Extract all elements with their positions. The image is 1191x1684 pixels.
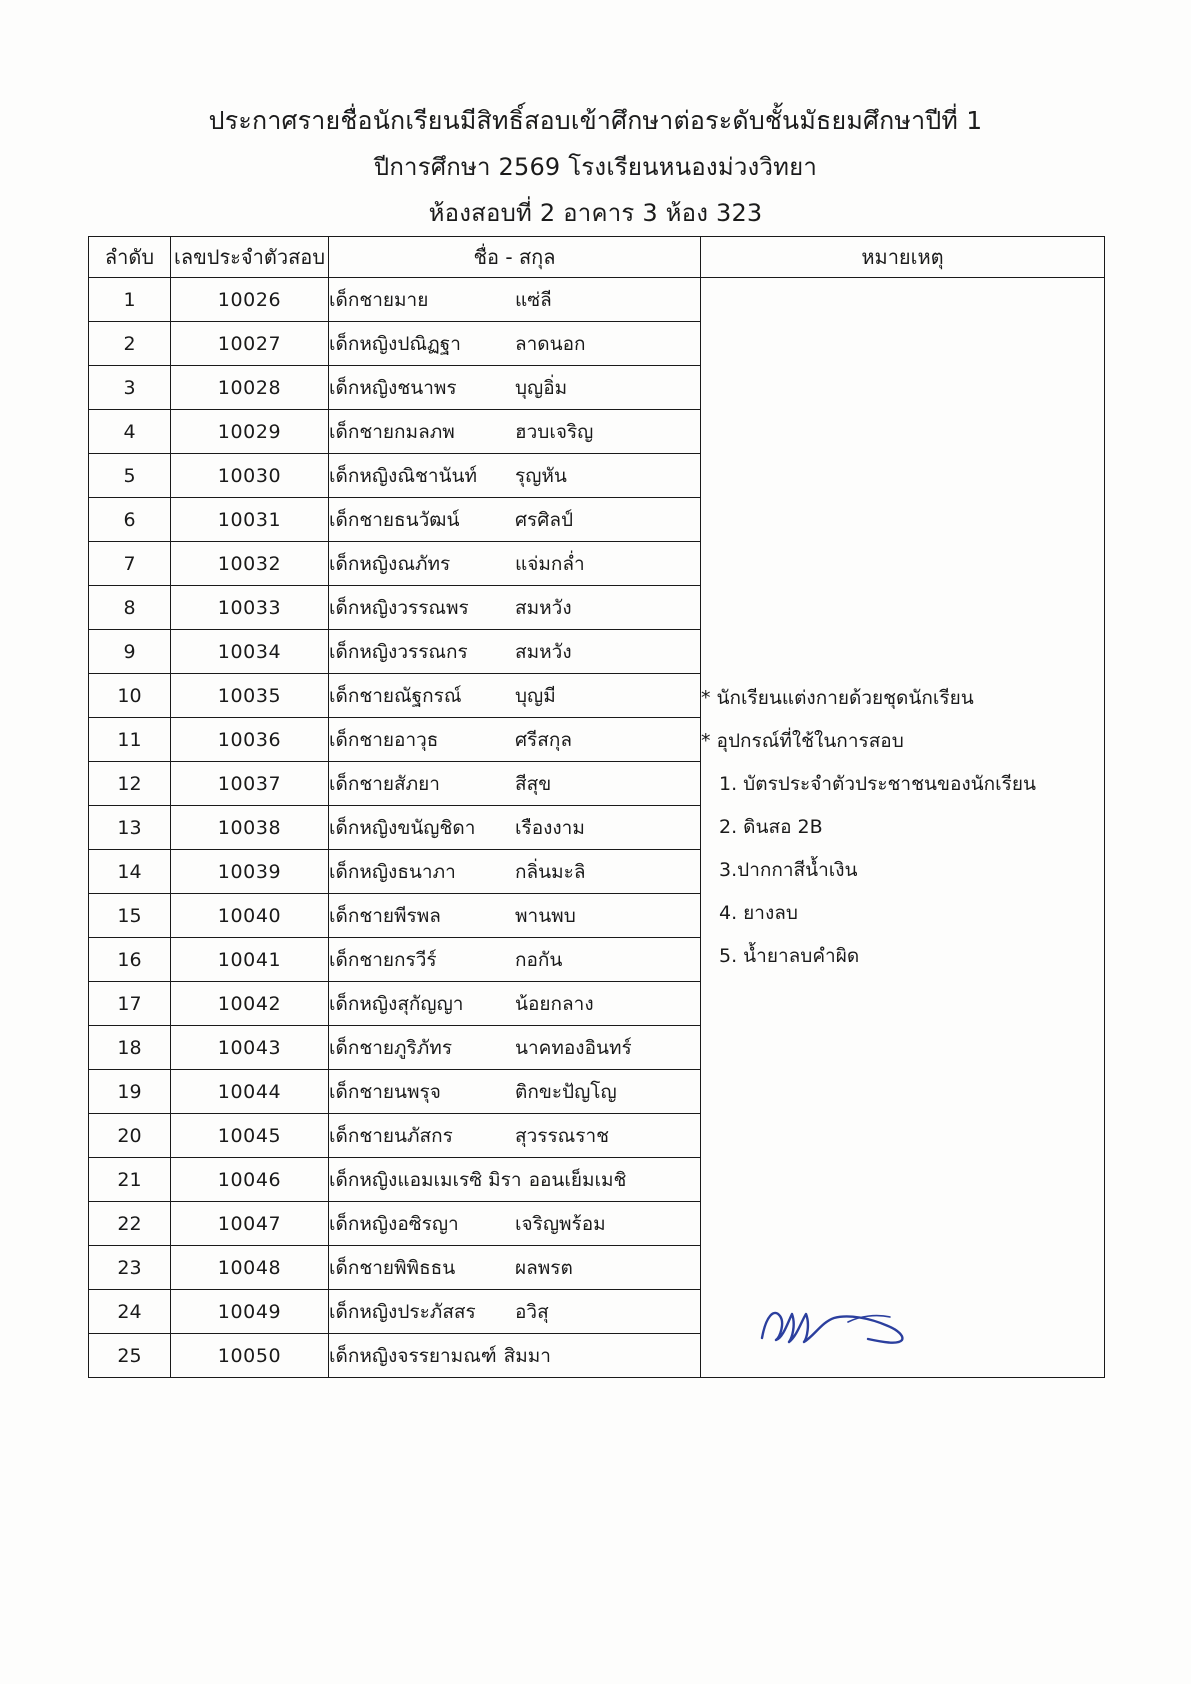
cell-name bbox=[329, 938, 701, 982]
given-name: เด็กชายณัฐกรณ์ bbox=[329, 684, 462, 707]
family-name: พานพบ bbox=[515, 904, 576, 927]
cell-name bbox=[329, 674, 701, 718]
student-name bbox=[329, 373, 700, 403]
student-name bbox=[329, 593, 700, 623]
cell-no: 23 bbox=[89, 1246, 171, 1290]
cell-exam-id: 10046 bbox=[171, 1158, 329, 1202]
student-name bbox=[329, 989, 700, 1019]
cell-exam-id: 10039 bbox=[171, 850, 329, 894]
given-name: เด็กชายสัภยา bbox=[329, 772, 440, 795]
cell-exam-id: 10028 bbox=[171, 366, 329, 410]
cell-name bbox=[329, 806, 701, 850]
remark-item: 2. ดินสอ 2B bbox=[719, 816, 823, 838]
cell-exam-id: 10036 bbox=[171, 718, 329, 762]
student-name bbox=[329, 549, 700, 579]
cell-name bbox=[329, 1290, 701, 1334]
given-name: เด็กชายนภัสกร bbox=[329, 1124, 453, 1147]
cell-name bbox=[329, 630, 701, 674]
cell-exam-id: 10031 bbox=[171, 498, 329, 542]
student-name bbox=[329, 813, 700, 843]
cell-name bbox=[329, 1070, 701, 1114]
cell-name bbox=[329, 1246, 701, 1290]
cell-remarks bbox=[701, 278, 1105, 1378]
given-name: เด็กชายนพรุจ bbox=[329, 1080, 441, 1103]
family-name: บุญมี bbox=[515, 684, 556, 707]
cell-no: 14 bbox=[89, 850, 171, 894]
cell-no: 8 bbox=[89, 586, 171, 630]
cell-name bbox=[329, 366, 701, 410]
family-name: ผลพรต bbox=[515, 1256, 573, 1279]
remark-item: 1. บัตรประจำตัวประชาชนของนักเรียน bbox=[719, 773, 1036, 795]
cell-no: 18 bbox=[89, 1026, 171, 1070]
student-name bbox=[329, 461, 700, 491]
given-name: เด็กหญิงสุกัญญา bbox=[329, 992, 464, 1015]
cell-exam-id: 10040 bbox=[171, 894, 329, 938]
family-name: ฮวบเจริญ bbox=[515, 420, 594, 443]
student-name bbox=[329, 1033, 700, 1063]
family-name: น้อยกลาง bbox=[515, 992, 594, 1015]
column-header-no: ลำดับ bbox=[89, 237, 171, 278]
given-name: เด็กชายภูริภัทร bbox=[329, 1036, 453, 1059]
cell-name bbox=[329, 542, 701, 586]
cell-no: 16 bbox=[89, 938, 171, 982]
cell-exam-id: 10038 bbox=[171, 806, 329, 850]
student-name bbox=[329, 1341, 700, 1371]
given-name: เด็กชายมาย bbox=[329, 288, 429, 311]
document-header bbox=[0, 98, 1191, 236]
cell-name bbox=[329, 454, 701, 498]
table-header-row bbox=[89, 237, 1105, 278]
table-row bbox=[89, 278, 1105, 322]
student-name bbox=[329, 505, 700, 535]
cell-name bbox=[329, 1334, 701, 1378]
family-name: ลาดนอก bbox=[515, 332, 586, 355]
family-name: สมหวัง bbox=[515, 596, 572, 619]
cell-name bbox=[329, 762, 701, 806]
cell-name bbox=[329, 278, 701, 322]
family-name: ศรศิลป์ bbox=[515, 508, 574, 531]
table-body bbox=[89, 278, 1105, 1378]
student-name bbox=[329, 857, 700, 887]
student-name bbox=[329, 1077, 700, 1107]
cell-exam-id: 10045 bbox=[171, 1114, 329, 1158]
given-name: เด็กชายพีรพล bbox=[329, 904, 441, 927]
cell-name bbox=[329, 850, 701, 894]
given-name: เด็กชายกรวีร์ bbox=[329, 948, 437, 971]
given-name: เด็กหญิงแอมเมเรซิ มิรา bbox=[329, 1168, 522, 1191]
student-name bbox=[329, 681, 700, 711]
family-name: เจริญพร้อม bbox=[515, 1212, 606, 1235]
cell-no: 10 bbox=[89, 674, 171, 718]
given-name: เด็กหญิงปณิฏฐา bbox=[329, 332, 461, 355]
cell-no: 13 bbox=[89, 806, 171, 850]
cell-no: 17 bbox=[89, 982, 171, 1026]
family-name: อวิสุ bbox=[515, 1300, 549, 1323]
given-name: เด็กหญิงขนัญชิดา bbox=[329, 816, 476, 839]
cell-name bbox=[329, 982, 701, 1026]
cell-no: 22 bbox=[89, 1202, 171, 1246]
given-name: เด็กหญิงธนาภา bbox=[329, 860, 456, 883]
cell-name bbox=[329, 410, 701, 454]
column-header-name: ชื่อ - สกุล bbox=[329, 237, 701, 278]
student-name bbox=[329, 901, 700, 931]
remark-item: 3.ปากกาสีน้ำเงิน bbox=[719, 859, 858, 881]
family-name: แจ่มกล่ำ bbox=[515, 552, 585, 575]
student-name bbox=[329, 1209, 700, 1239]
given-name: เด็กชายธนวัฒน์ bbox=[329, 508, 460, 531]
given-name: เด็กหญิงประภัสสร bbox=[329, 1300, 476, 1323]
given-name: เด็กชายอาวุธ bbox=[329, 728, 439, 751]
cell-exam-id: 10048 bbox=[171, 1246, 329, 1290]
remark-item: 4. ยางลบ bbox=[719, 902, 798, 924]
given-name: เด็กหญิงวรรณพร bbox=[329, 596, 469, 619]
given-name: เด็กชายกมลภพ bbox=[329, 420, 455, 443]
cell-no: 7 bbox=[89, 542, 171, 586]
cell-no: 9 bbox=[89, 630, 171, 674]
cell-no: 20 bbox=[89, 1114, 171, 1158]
page-title-line-2: ปีการศึกษา 2569 โรงเรียนหนองม่วงวิทยา bbox=[373, 153, 818, 181]
family-name: ออนเย็มเมชิ bbox=[528, 1168, 627, 1191]
cell-exam-id: 10035 bbox=[171, 674, 329, 718]
family-name: ติกขะปัญโญ bbox=[515, 1080, 617, 1103]
cell-no: 15 bbox=[89, 894, 171, 938]
given-name: เด็กหญิงชนาพร bbox=[329, 376, 457, 399]
remarks-list bbox=[701, 677, 1104, 978]
cell-exam-id: 10027 bbox=[171, 322, 329, 366]
column-header-exam-id: เลขประจำตัวสอบ bbox=[171, 237, 329, 278]
cell-no: 25 bbox=[89, 1334, 171, 1378]
student-name bbox=[329, 637, 700, 667]
student-name bbox=[329, 1165, 700, 1195]
cell-name bbox=[329, 498, 701, 542]
given-name: เด็กหญิงณิชานันท์ bbox=[329, 464, 478, 487]
remark-item: 5. น้ำยาลบคำผิด bbox=[719, 945, 860, 967]
given-name: เด็กหญิงวรรณกร bbox=[329, 640, 468, 663]
cell-no: 19 bbox=[89, 1070, 171, 1114]
cell-name bbox=[329, 894, 701, 938]
cell-exam-id: 10044 bbox=[171, 1070, 329, 1114]
cell-no: 4 bbox=[89, 410, 171, 454]
cell-name bbox=[329, 322, 701, 366]
family-name: เรืองงาม bbox=[515, 816, 585, 839]
family-name: ศรีสกุล bbox=[515, 728, 573, 751]
cell-exam-id: 10050 bbox=[171, 1334, 329, 1378]
cell-exam-id: 10032 bbox=[171, 542, 329, 586]
cell-name bbox=[329, 1114, 701, 1158]
cell-name bbox=[329, 1026, 701, 1070]
family-name: รุญหัน bbox=[515, 464, 567, 487]
student-name bbox=[329, 285, 700, 315]
student-name bbox=[329, 725, 700, 755]
family-name: แซ่ลี bbox=[515, 288, 552, 311]
cell-no: 6 bbox=[89, 498, 171, 542]
cell-name bbox=[329, 586, 701, 630]
page-title-line-1: ประกาศรายชื่อนักเรียนมีสิทธิ์สอบเข้าศึกษาต่อระดับชั้นมัธยมศึกษาปีที่ 1 bbox=[208, 106, 983, 135]
cell-exam-id: 10047 bbox=[171, 1202, 329, 1246]
student-name bbox=[329, 1253, 700, 1283]
column-header-remark: หมายเหตุ bbox=[701, 237, 1105, 278]
cell-no: 12 bbox=[89, 762, 171, 806]
cell-name bbox=[329, 1158, 701, 1202]
family-name: นาคทองอินทร์ bbox=[515, 1036, 632, 1059]
page-title-line-3: ห้องสอบที่ 2 อาคาร 3 ห้อง 323 bbox=[428, 199, 763, 227]
cell-exam-id: 10026 bbox=[171, 278, 329, 322]
cell-name bbox=[329, 1202, 701, 1246]
cell-exam-id: 10049 bbox=[171, 1290, 329, 1334]
cell-exam-id: 10033 bbox=[171, 586, 329, 630]
cell-no: 21 bbox=[89, 1158, 171, 1202]
cell-no: 2 bbox=[89, 322, 171, 366]
student-roster-table bbox=[88, 236, 1105, 1378]
cell-exam-id: 10041 bbox=[171, 938, 329, 982]
family-name: บุญอิ่ม bbox=[515, 376, 568, 399]
cell-exam-id: 10042 bbox=[171, 982, 329, 1026]
family-name: สิมมา bbox=[503, 1344, 551, 1367]
family-name: สีสุข bbox=[515, 772, 552, 795]
given-name: เด็กหญิงอซิรญา bbox=[329, 1212, 459, 1235]
family-name: กลิ่นมะลิ bbox=[515, 860, 586, 883]
student-name bbox=[329, 1297, 700, 1327]
given-name: เด็กชายพิพิธธน bbox=[329, 1256, 456, 1279]
remark-item: * อุปกรณ์ที่ใช้ในการสอบ bbox=[701, 730, 904, 752]
family-name: สุวรรณราช bbox=[515, 1124, 610, 1147]
student-name bbox=[329, 945, 700, 975]
cell-no: 5 bbox=[89, 454, 171, 498]
student-name bbox=[329, 769, 700, 799]
cell-exam-id: 10030 bbox=[171, 454, 329, 498]
cell-exam-id: 10029 bbox=[171, 410, 329, 454]
cell-no: 24 bbox=[89, 1290, 171, 1334]
cell-exam-id: 10037 bbox=[171, 762, 329, 806]
cell-no: 3 bbox=[89, 366, 171, 410]
cell-no: 11 bbox=[89, 718, 171, 762]
given-name: เด็กหญิงณภัทร bbox=[329, 552, 451, 575]
family-name: สมหวัง bbox=[515, 640, 572, 663]
given-name: เด็กหญิงจรรยามณฑ์ bbox=[329, 1344, 497, 1367]
student-name bbox=[329, 417, 700, 447]
cell-no: 1 bbox=[89, 278, 171, 322]
remark-item: * นักเรียนแต่งกายด้วยชุดนักเรียน bbox=[701, 687, 974, 709]
family-name: กอกัน bbox=[515, 948, 563, 971]
cell-name bbox=[329, 718, 701, 762]
student-name bbox=[329, 1121, 700, 1151]
cell-exam-id: 10043 bbox=[171, 1026, 329, 1070]
cell-exam-id: 10034 bbox=[171, 630, 329, 674]
student-name bbox=[329, 329, 700, 359]
roster-table-container bbox=[88, 236, 1104, 1378]
